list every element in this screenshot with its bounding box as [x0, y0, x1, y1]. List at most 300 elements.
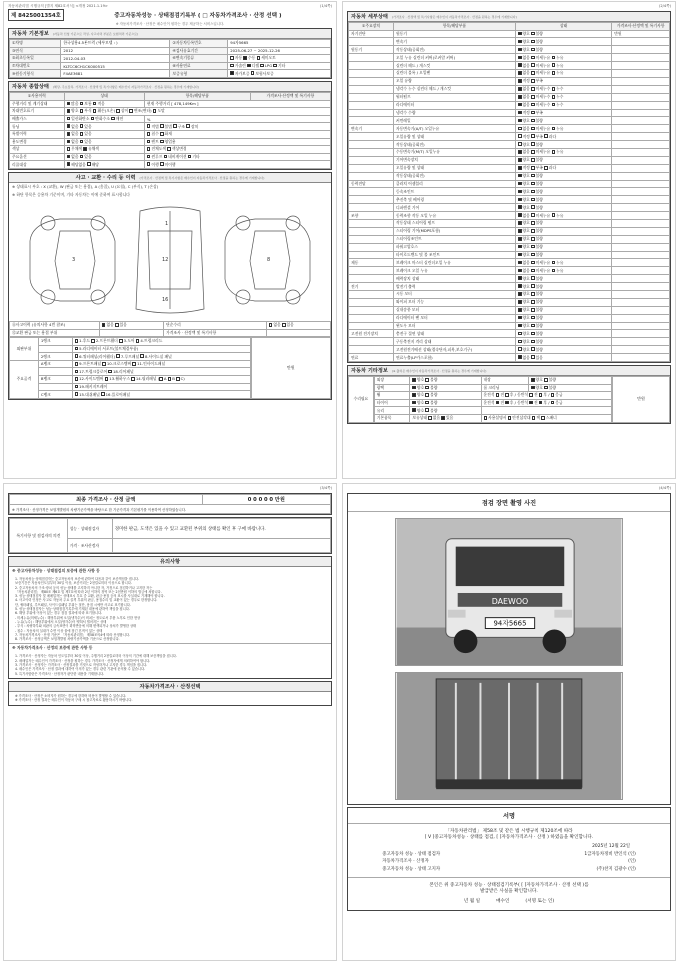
checkbox[interactable]: [544, 166, 548, 170]
checkbox[interactable]: [116, 109, 120, 113]
checkbox[interactable]: [552, 56, 556, 60]
checkbox[interactable]: [531, 127, 535, 131]
checkbox-checked[interactable]: [518, 205, 522, 209]
checkbox-checked[interactable]: [518, 56, 522, 60]
checkbox-checked[interactable]: [496, 401, 500, 405]
checkbox[interactable]: [552, 150, 556, 154]
checkbox[interactable]: [531, 190, 535, 194]
checkbox[interactable]: [132, 362, 136, 366]
checkbox[interactable]: [531, 134, 535, 138]
checkbox[interactable]: [111, 117, 115, 121]
notice-item: 5. 특기사항란은 가격조사 · 산정자가 판단한 내용을 기재합니다.: [15, 671, 105, 676]
page-number: (3/4쪽): [319, 486, 332, 490]
checkbox[interactable]: [552, 71, 556, 75]
checkbox[interactable]: [531, 308, 535, 312]
checkbox-checked[interactable]: [518, 32, 522, 36]
checkbox-checked[interactable]: [67, 155, 71, 159]
checkbox[interactable]: [140, 354, 144, 358]
checkbox[interactable]: [75, 362, 79, 366]
checkbox[interactable]: [75, 385, 79, 389]
checkbox[interactable]: [160, 162, 164, 166]
table-row: [374, 414, 611, 422]
price-field: 만원: [612, 376, 670, 423]
checkbox[interactable]: [531, 205, 535, 209]
checkbox[interactable]: [131, 377, 135, 381]
checkbox[interactable]: [164, 155, 168, 159]
checkbox[interactable]: [147, 140, 151, 144]
checkbox[interactable]: [425, 393, 429, 397]
checkbox-checked[interactable]: [102, 323, 106, 327]
checkbox[interactable]: [230, 64, 234, 68]
checkbox-checked[interactable]: [247, 64, 251, 68]
checkbox[interactable]: [260, 64, 264, 68]
checkbox[interactable]: [425, 378, 429, 382]
checkbox[interactable]: [531, 340, 535, 344]
table-row: [349, 101, 670, 109]
part-label: 16: [162, 296, 169, 303]
checkbox-checked[interactable]: [518, 174, 522, 178]
checkbox-checked[interactable]: [67, 140, 71, 144]
accident-note-2: ※ 하단 항목은 승용차 기준이며, 기타 자동차는 이에 준하여 표시합니다: [12, 191, 130, 197]
checkbox[interactable]: [518, 340, 522, 344]
checkbox[interactable]: [75, 377, 79, 381]
table-cell: [612, 38, 670, 46]
notice-item: 8. 가격조사 · 산정금액은 보험개발원 차량기준가액을 기준으로 산정합니다.: [15, 637, 120, 642]
checkbox[interactable]: [518, 134, 522, 138]
checkbox[interactable]: [116, 354, 120, 358]
checkbox[interactable]: [186, 124, 190, 128]
checkbox[interactable]: [518, 142, 522, 146]
table-cell: 용도변경: [10, 138, 65, 146]
checkbox[interactable]: [518, 347, 522, 351]
table-cell: 2012-04-03: [61, 55, 170, 63]
table-cell: [349, 251, 394, 259]
checkbox[interactable]: [551, 393, 555, 397]
table-cell: 양호 불량: [410, 377, 481, 385]
document-title: 중고자동차성능 · 상태점검기록부 ( □ 자동차가격조사 · 산정 선택 ): [114, 13, 282, 19]
checkbox[interactable]: [539, 393, 543, 397]
column-header: ①주요장치: [349, 23, 394, 31]
table-cell: 없음 있음: [99, 321, 163, 329]
checkbox-checked[interactable]: [531, 386, 535, 390]
checkbox[interactable]: [531, 79, 535, 83]
signer-role: 자동차가격조사 · 산정자: [382, 859, 429, 865]
checkbox-checked[interactable]: [518, 111, 522, 115]
checkbox[interactable]: [115, 323, 119, 327]
checkbox[interactable]: [188, 155, 192, 159]
checkbox-checked[interactable]: [441, 416, 445, 420]
price-field: 만원: [251, 337, 332, 399]
table-cell: [612, 196, 670, 204]
notice-item: - 누유(누수) : 해당부위에서 오일(냉각수)이 맺혀서 떨어지는 상태: [15, 619, 107, 624]
table-row: [349, 180, 670, 188]
checkbox[interactable]: [552, 213, 556, 217]
checkbox[interactable]: [168, 377, 172, 381]
checkbox[interactable]: [80, 155, 84, 159]
table-cell: 양호 불량: [515, 251, 611, 259]
checkbox-checked[interactable]: [518, 237, 522, 241]
checkbox[interactable]: [505, 393, 509, 397]
checkbox[interactable]: [102, 362, 106, 366]
checkbox[interactable]: [531, 292, 535, 296]
checkbox[interactable]: [531, 198, 535, 202]
checkbox[interactable]: [531, 284, 535, 288]
checkbox[interactable]: [531, 40, 535, 44]
checkbox[interactable]: [91, 339, 95, 343]
checkbox-checked[interactable]: [412, 393, 416, 397]
checkbox[interactable]: [80, 109, 84, 113]
checkbox-checked[interactable]: [67, 124, 71, 128]
checkbox[interactable]: [508, 416, 512, 420]
checkbox[interactable]: [531, 213, 535, 217]
final-price-section: [8, 493, 332, 515]
table-cell: 원동기: [393, 30, 515, 38]
checkbox[interactable]: [91, 117, 95, 121]
table-cell: [612, 46, 670, 54]
checkbox[interactable]: [518, 332, 522, 336]
table-cell: 윈도우 모터: [393, 322, 515, 330]
checkbox-checked[interactable]: [67, 109, 71, 113]
checkbox-checked[interactable]: [531, 378, 535, 382]
checkbox[interactable]: [167, 147, 171, 151]
table-cell: 기본품목: [374, 414, 410, 422]
table-row: [10, 130, 331, 138]
checkbox[interactable]: [75, 339, 79, 343]
checkbox[interactable]: [147, 147, 151, 151]
notice-item: - 미세누유(미세누수) : 해당부위에 오일(냉각수)이 비치는 정도로서 부품 노후로 인한 현상: [15, 615, 141, 620]
table-cell: 양호 불량: [515, 141, 611, 149]
checkbox-checked[interactable]: [518, 119, 522, 123]
table-cell: 없음 미세누유 누유: [515, 62, 611, 70]
checkbox-checked[interactable]: [518, 221, 522, 225]
table-cell: 작동상태(공회전): [393, 172, 515, 180]
checkbox[interactable]: [101, 392, 105, 396]
checkbox[interactable]: [80, 140, 84, 144]
checkbox-checked[interactable]: [518, 40, 522, 44]
checkbox[interactable]: [105, 377, 109, 381]
checkbox[interactable]: [552, 127, 556, 131]
checkbox[interactable]: [160, 124, 164, 128]
checkbox-checked[interactable]: [230, 71, 234, 75]
checkbox[interactable]: [531, 355, 535, 359]
notice-item: ※ 가격조사 · 산정은 소비자가 원하는 경우에 한하며 비용이 발생할 수 있습니다.: [15, 693, 127, 698]
checkbox[interactable]: [173, 124, 177, 128]
checkbox[interactable]: [108, 370, 112, 374]
table-cell: [612, 227, 670, 235]
checkbox-checked[interactable]: [505, 401, 509, 405]
checkbox[interactable]: [425, 386, 429, 390]
checkbox-checked[interactable]: [518, 284, 522, 288]
checkbox-checked[interactable]: [518, 150, 522, 154]
table-cell: 양호 불량: [528, 384, 611, 392]
checkbox[interactable]: [531, 174, 535, 178]
checkbox[interactable]: [531, 111, 535, 115]
checkbox[interactable]: [552, 103, 556, 107]
opinion-inspector-label: 성능 · 상태점검자: [67, 519, 112, 539]
checkbox-checked[interactable]: [518, 198, 522, 202]
table-row: [349, 188, 670, 196]
checkbox[interactable]: [230, 56, 234, 60]
checkbox[interactable]: [531, 32, 535, 36]
checkbox[interactable]: [531, 48, 535, 52]
checkbox[interactable]: [147, 124, 151, 128]
checkbox[interactable]: [75, 392, 79, 396]
checkbox-checked[interactable]: [518, 87, 522, 91]
checkbox[interactable]: [531, 142, 535, 146]
section-note: (※ 출처은 매수인이 자동차가격조사 · 산정을 원하는 경우에 기재합니다): [391, 369, 487, 373]
parts-list: 15.대쉬패널 16.플로어패널: [72, 391, 250, 399]
checkbox-checked[interactable]: [67, 102, 71, 106]
checkbox-checked[interactable]: [412, 408, 416, 412]
page-3: [3, 483, 337, 961]
checkbox[interactable]: [159, 377, 163, 381]
checkbox-checked[interactable]: [83, 147, 87, 151]
table-row: [10, 70, 331, 78]
checkbox[interactable]: [531, 237, 535, 241]
checkbox[interactable]: [257, 56, 261, 60]
table-cell: [349, 314, 394, 322]
photo-title: 점검 장면 촬영 사진: [348, 494, 670, 512]
table-cell: [349, 38, 394, 46]
checkbox[interactable]: [531, 87, 535, 91]
checkbox[interactable]: [531, 300, 535, 304]
table-row: [10, 47, 331, 55]
table-cell: 주요옵션: [10, 153, 65, 161]
table-cell: 양호 불량: [515, 306, 611, 314]
table-cell: 외장: [374, 377, 410, 385]
checkbox[interactable]: [552, 87, 556, 91]
checkbox[interactable]: [484, 416, 488, 420]
checkbox[interactable]: [147, 155, 151, 159]
checkbox-checked[interactable]: [539, 401, 543, 405]
parts-row: [10, 345, 251, 353]
checkbox-checked[interactable]: [518, 48, 522, 52]
opinion-price-label: 가격 · 조사산정자: [67, 539, 112, 553]
checkbox[interactable]: [425, 401, 429, 405]
signer-name[interactable]: 1급자동차정비 반인석 (인): [584, 851, 636, 857]
checkbox[interactable]: [531, 95, 535, 99]
checkbox[interactable]: [136, 339, 140, 343]
checkbox[interactable]: [160, 140, 164, 144]
table-row: [349, 85, 670, 93]
table-cell: 라디에이터: [393, 101, 515, 109]
checkbox[interactable]: [531, 347, 535, 351]
table-cell: 양호 불량: [515, 330, 611, 338]
checkbox-checked[interactable]: [518, 276, 522, 280]
checkbox[interactable]: [531, 56, 535, 60]
checkbox[interactable]: [552, 269, 556, 273]
signer-row: [380, 850, 638, 858]
checkbox[interactable]: [428, 416, 432, 420]
checkbox[interactable]: [93, 102, 97, 106]
checkbox-checked[interactable]: [518, 324, 522, 328]
signer-name[interactable]: (인): [628, 859, 636, 865]
checkbox-checked[interactable]: [518, 158, 522, 162]
checkbox[interactable]: [282, 323, 286, 327]
checkbox-checked[interactable]: [518, 103, 522, 107]
checkbox[interactable]: [80, 132, 84, 136]
checkbox-checked[interactable]: [67, 132, 71, 136]
checkbox[interactable]: [531, 182, 535, 186]
checkbox-checked[interactable]: [412, 386, 416, 390]
checkbox-checked[interactable]: [518, 316, 522, 320]
checkbox-checked[interactable]: [518, 300, 522, 304]
table-row: [349, 275, 670, 283]
checkbox[interactable]: [425, 408, 429, 412]
checkbox[interactable]: [80, 124, 84, 128]
checkbox[interactable]: [147, 132, 151, 136]
checkbox-checked[interactable]: [518, 213, 522, 217]
checkbox[interactable]: [531, 103, 535, 107]
checkbox[interactable]: [531, 253, 535, 257]
final-price-amount: 0 0 0 0 0 만원: [202, 495, 330, 505]
checkbox-checked[interactable]: [518, 253, 522, 257]
checkbox-checked[interactable]: [518, 63, 522, 67]
checkbox[interactable]: [544, 378, 548, 382]
checkbox[interactable]: [273, 64, 277, 68]
table-cell: 양호 불량: [515, 346, 611, 354]
checkbox[interactable]: [531, 119, 535, 123]
part-label: 3: [72, 256, 76, 263]
checkbox[interactable]: [551, 401, 555, 405]
table-cell: 운전석 전 후 / 동반석 전 후 / 응급: [481, 392, 612, 400]
checkbox[interactable]: [531, 261, 535, 265]
table-cell: 양호 불량: [515, 275, 611, 283]
table-row: [349, 109, 670, 117]
checkbox-checked[interactable]: [518, 79, 522, 83]
checkbox-checked[interactable]: [518, 166, 522, 170]
table-row: [349, 117, 670, 125]
checkbox[interactable]: [552, 261, 556, 265]
checkbox-checked[interactable]: [518, 182, 522, 186]
checkbox[interactable]: [531, 276, 535, 280]
checkbox[interactable]: [251, 71, 255, 75]
table-cell: 내장: [481, 377, 528, 385]
checkbox[interactable]: [269, 323, 273, 327]
general-status-table: [9, 92, 331, 169]
table-cell: [612, 346, 670, 354]
checkbox[interactable]: [541, 416, 545, 420]
checkbox[interactable]: [67, 147, 71, 151]
checkbox[interactable]: [129, 109, 133, 113]
checkbox-checked[interactable]: [67, 162, 71, 166]
table-cell: [349, 275, 394, 283]
parts-row: [10, 338, 251, 346]
table-cell: 없음 미세누수 누수: [515, 93, 611, 101]
table-cell: 양호 불량: [515, 156, 611, 164]
checkbox[interactable]: [67, 117, 71, 121]
checkbox-checked[interactable]: [518, 95, 522, 99]
checkbox[interactable]: [529, 393, 533, 397]
table-row: [10, 321, 331, 329]
table-row: [349, 125, 670, 133]
checkbox-checked[interactable]: [412, 401, 416, 405]
checkbox[interactable]: [147, 162, 151, 166]
checkbox[interactable]: [160, 132, 164, 136]
checkbox[interactable]: [531, 221, 535, 225]
checkbox[interactable]: [119, 339, 123, 343]
checkbox[interactable]: [544, 134, 548, 138]
checkbox[interactable]: [531, 71, 535, 75]
parts-rank: A랭크: [38, 360, 72, 368]
checkbox-checked[interactable]: [518, 71, 522, 75]
table-cell: [349, 70, 394, 78]
table-cell: 수동변속기(M/T) 오일누유: [393, 148, 515, 156]
checkbox-checked[interactable]: [518, 245, 522, 249]
selection-section: [8, 681, 332, 706]
checkbox[interactable]: [75, 347, 79, 351]
checkbox[interactable]: [87, 162, 91, 166]
checkbox[interactable]: [80, 102, 84, 106]
checkbox-checked[interactable]: [518, 261, 522, 265]
table-cell: 양호 부식 훼손(오손) 상이 변조(변타) 도말: [64, 108, 330, 116]
checkbox[interactable]: [544, 386, 548, 390]
table-row: [349, 204, 670, 212]
table-row: [10, 138, 331, 146]
checkbox[interactable]: [531, 332, 535, 336]
checkbox[interactable]: [552, 63, 556, 67]
checkbox[interactable]: [531, 324, 535, 328]
checkbox[interactable]: [176, 377, 180, 381]
table-cell: [612, 172, 670, 180]
checkbox[interactable]: [531, 158, 535, 162]
checkbox[interactable]: [532, 416, 536, 420]
table-cell: ⑧사용연료: [170, 62, 228, 70]
checkbox[interactable]: [531, 269, 535, 273]
truck-rear-photo: [395, 672, 623, 800]
checkbox-checked[interactable]: [518, 355, 522, 359]
table-cell: 커먼레일: [393, 117, 515, 125]
checkbox[interactable]: [552, 95, 556, 99]
checkbox[interactable]: [496, 393, 500, 397]
checkbox[interactable]: [93, 109, 97, 113]
table-cell: 양호 불량: [410, 407, 481, 415]
column-header: 가격조사·산정액 및 특기사항: [250, 92, 330, 100]
checkbox-checked[interactable]: [518, 269, 522, 273]
checkbox[interactable]: [531, 166, 535, 170]
checkbox-checked[interactable]: [518, 308, 522, 312]
checkbox[interactable]: [531, 245, 535, 249]
checkbox[interactable]: [531, 63, 535, 67]
checkbox-checked[interactable]: [529, 401, 533, 405]
checkbox[interactable]: [518, 127, 522, 131]
checkbox[interactable]: [75, 370, 79, 374]
signer-name[interactable]: (주)찬지 김광수 (인): [596, 866, 636, 872]
table-cell: [612, 164, 670, 172]
checkbox-checked[interactable]: [412, 378, 416, 382]
checkbox[interactable]: [153, 109, 157, 113]
checkbox-checked[interactable]: [518, 190, 522, 194]
table-row: [349, 148, 670, 156]
table-cell: 양호 불량: [515, 188, 611, 196]
signer-table: [380, 850, 638, 873]
table-cell: 동력전달: [349, 180, 394, 188]
parts-rank: B랭크: [38, 376, 72, 384]
table-row: [10, 161, 331, 169]
checkbox[interactable]: [531, 229, 535, 233]
checkbox-checked[interactable]: [518, 229, 522, 233]
table-cell: [349, 109, 394, 117]
checkbox-checked[interactable]: [518, 292, 522, 296]
table-row: [349, 354, 670, 362]
page-2: [342, 1, 676, 479]
checkbox[interactable]: [531, 150, 535, 154]
parts-rank: 2랭크: [38, 353, 72, 361]
checkbox-checked[interactable]: [243, 56, 247, 60]
checkbox[interactable]: [531, 316, 535, 320]
checkbox[interactable]: [75, 354, 79, 358]
buyer-signature[interactable]: (서명 또는 인): [525, 898, 555, 904]
